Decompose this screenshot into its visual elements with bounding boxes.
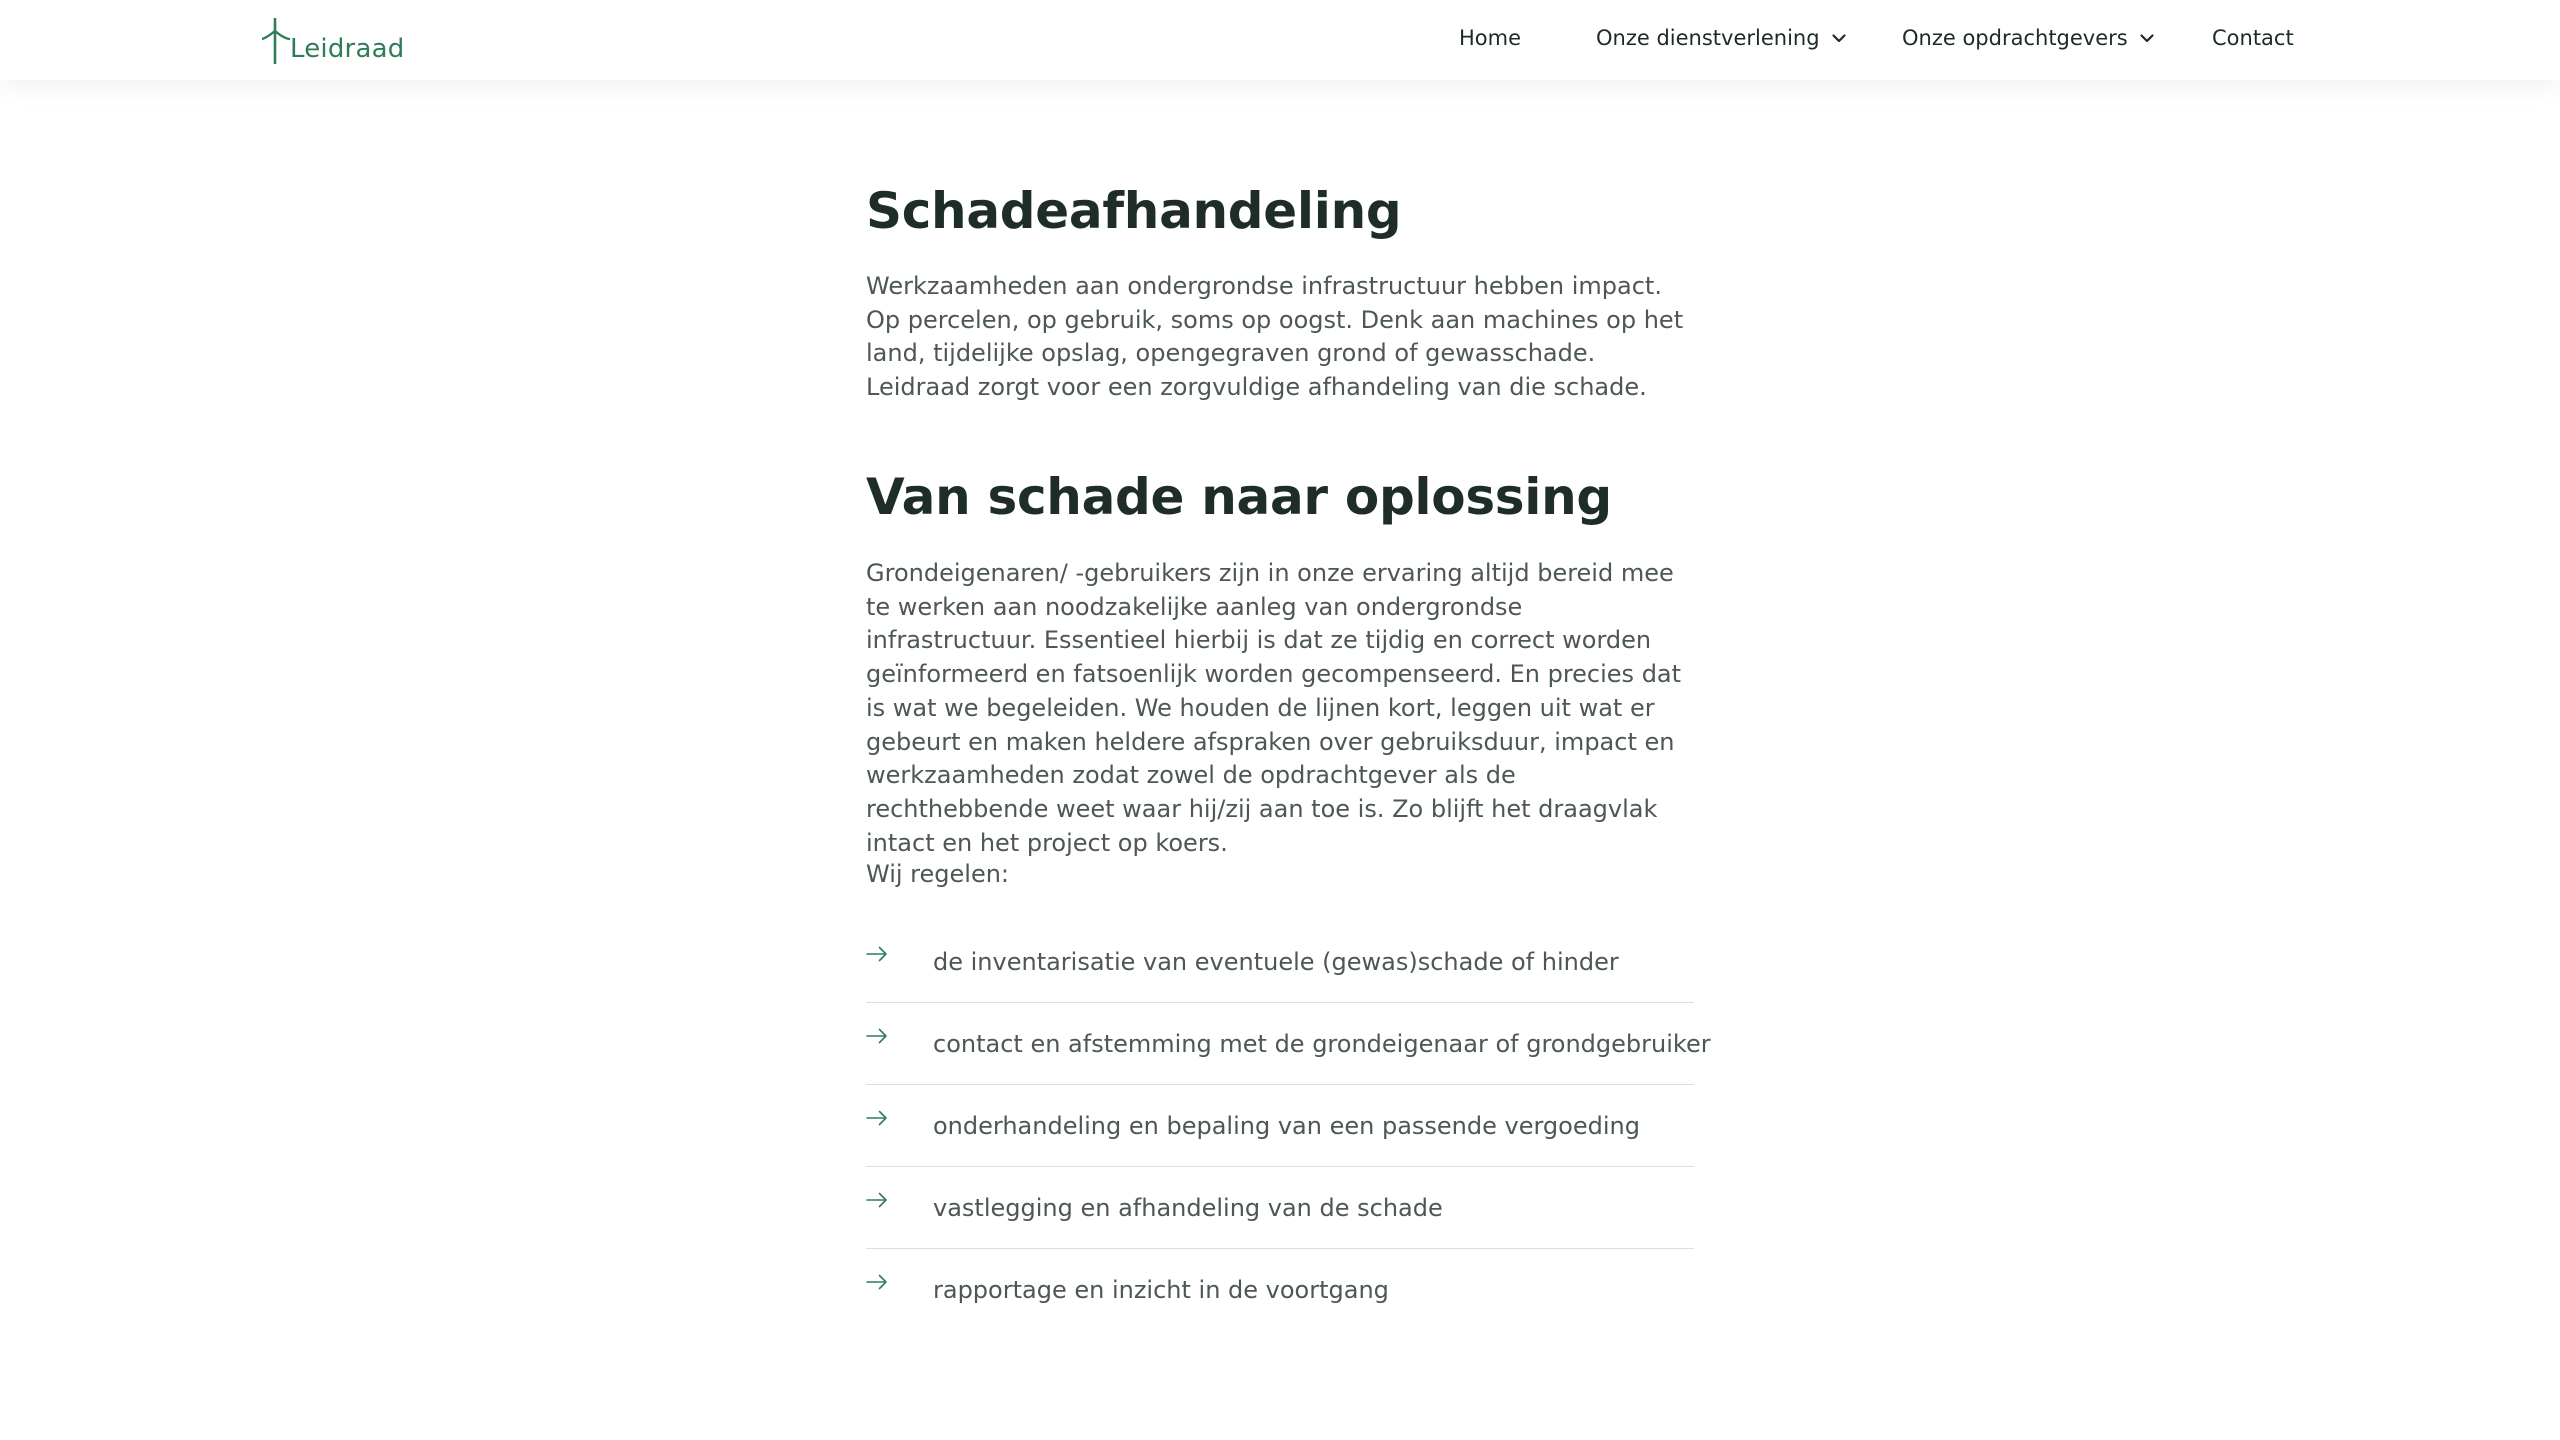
nav-item-contact[interactable]	[2212, 26, 2294, 50]
arrow-right-icon	[866, 1274, 888, 1290]
arrow-right-icon	[866, 946, 888, 962]
list-item	[866, 1086, 1694, 1167]
chevron-down-icon	[2138, 29, 2156, 47]
nav-item-label: Onze dienstverlening	[1596, 26, 1820, 50]
detail-paragraph: Grondeigenaren/ -gebruikers zijn in onze ervaring altijd bereid mee te werken aan noodzakelijke aanleg van ondergrondse infrastructuur. Essentieel hierbij is dat ze tijdig en correct worden geïnformeerd en fatsoenlijk worden gecompenseerd. En precies dat is wat we begeleiden. We houden de lijnen kort, leggen uit wat er gebeurt en maken heldere afspraken over gebruiksduur, impact en werkzaamheden zodat zowel de opdrachtgever als de rechthebbende weet waar hij/zij aan toe is. Zo blijft het draagvlak intact en het project op koers.	[866, 559, 1682, 857]
service-list	[866, 922, 1711, 1331]
list-item	[866, 922, 1694, 1003]
nav-item-label: Contact	[2212, 26, 2294, 50]
nav-item-opdrachtgevers[interactable]	[1902, 26, 2156, 50]
arrow-right-icon	[866, 1192, 888, 1208]
logo-text: Leidraad	[290, 34, 405, 64]
list-item	[866, 1168, 1694, 1249]
intro-paragraph: Werkzaamheden aan ondergrondse infrastructuur hebben impact. Op percelen, op gebruik, soms op oogst. Denk aan machines op het land, tijdelijke opslag, opengegraven grond of gewasschade. Leidraad zorgt voor een zorgvuldige afhandeling van die schade.	[866, 272, 1684, 402]
list-lead: Wij regelen:	[866, 860, 1010, 888]
list-item-label: contact en afstemming met de grondeigenaar of grondgebruiker	[933, 1030, 1711, 1058]
nav-item-label: Onze opdrachtgevers	[1902, 26, 2128, 50]
logo-link[interactable]	[262, 18, 404, 64]
list-item-label: de inventarisatie van eventuele (gewas)schade of hinder	[933, 948, 1619, 976]
chevron-down-icon	[1830, 29, 1848, 47]
arrow-right-icon	[866, 1028, 888, 1044]
list-item	[866, 1250, 1694, 1330]
list-item	[866, 1004, 1711, 1085]
nav-item-home[interactable]	[1459, 26, 1521, 50]
section-title: Van schade naar oplossing	[866, 468, 1612, 526]
nav-item-dienstverlening[interactable]	[1596, 26, 1848, 50]
list-item-label: onderhandeling en bepaling van een passende vergoeding	[933, 1112, 1640, 1140]
list-item-label: rapportage en inzicht in de voortgang	[933, 1276, 1389, 1304]
nav-item-label: Home	[1459, 26, 1522, 50]
site-header	[0, 0, 2560, 80]
page-title: Schadeafhandeling	[866, 182, 1402, 240]
list-item-label: vastlegging en afhandeling van de schade	[933, 1194, 1443, 1222]
arrow-right-icon	[866, 1110, 888, 1126]
logo-icon	[262, 18, 292, 64]
